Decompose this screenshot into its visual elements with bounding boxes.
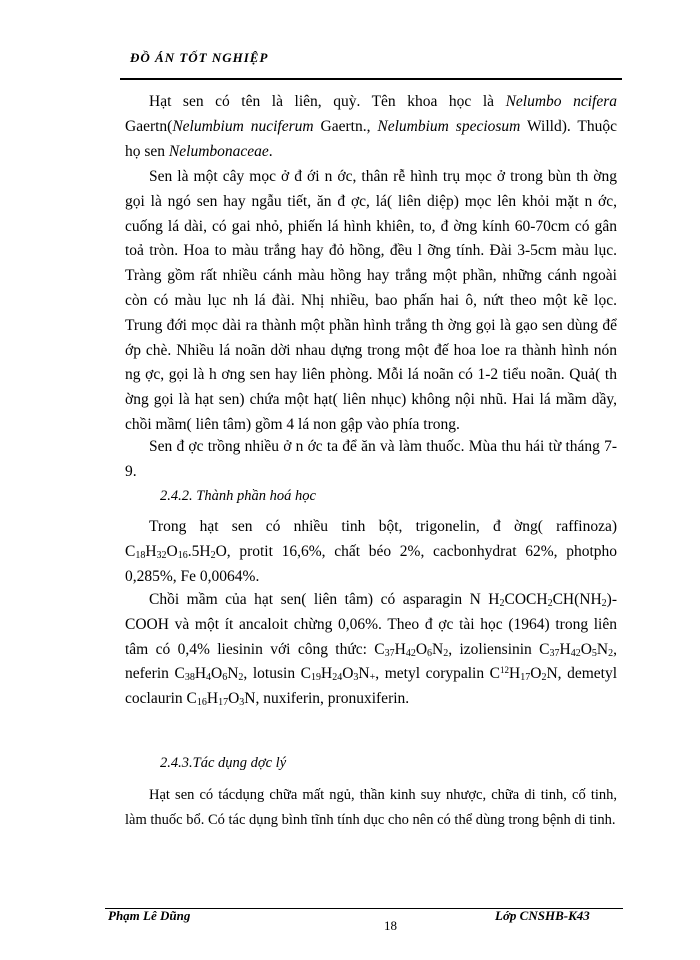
footer-class: Lớp CNSHB-K43 <box>495 908 590 923</box>
header-title: ĐỒ ÁN TỐT NGHIỆP <box>130 50 269 65</box>
paragraph-composition-2: Chồi mầm của hạt sen( liên tâm) có asparagin N $H_2COCH_2CH(NH_2)$-COOH và một ít ancaloit chừng 0,06%. Theo đ ợc tài học (1964) trong liên tâm có 0,4% liesinin với công thức: $C_{37}H_{42}O_6N_2$, izoliensinin $C_{37}H_{42}O_5N_2$, neferin $C_{38}H_4O_6N_2$, lotusin $C_{19}H_{24}O_3N_+$, metyl corypalin $C^{12}H_{17}O_2N$, demetyl coclaurin $C_{16}H_{17}O_3N$, nuxiferin, pronuxiferin. <box>125 591 618 709</box>
footer-author: Phạm Lê Dũng <box>108 908 191 923</box>
paragraph-composition-1: Trong hạt sen có nhiều tinh bột, trigonelin, đ ờng( raffinoza) $C_{18}H_{32}O_{16}.5H_2O$, protit 16,6%, chất béo 2%, cacbonhydrat 62%, photpho 0,285%, Fe 0,0064%. <box>125 518 617 585</box>
paragraph-description: Sen là một cây mọc ở đ ới n ớc, thân rễ hình trụ mọc ở trong bùn th ờng gọi là ngó sen hay ngẫu tiết, ăn đ ợc, lá( liên diệp) mọc lên khỏi mặt n ớc, cuống lá dài, có gai nhỏ, phiến lá hình khiên, to, đ ờng kính 60-70cm có gân toả tròn. Hoa to màu trắng hay đỏ hồng, đều l ỡng tính. Đài 3-5cm màu lục. Tràng gồm rất nhiều cánh màu hồng hay trắng một phần, những cánh ngoài còn có màu lục nh lá đài. Nhị nhiều, bao phấn hai ô, nứt theo một kẽ lọc. Trung đới mọc dài ra thành một phần hình trắng th ờng gọi là gạo sen dùng để ớp chè. Nhiều lá noãn dời nhau dựng trong một đế hoa loe ra thành hình nón ng ợc, gọi là h ơng sen hay liên phòng. Mỗi lá noãn có 1-2 tiểu noãn. Quả( th ờng gọi là hạt sen) chứa một hạt( liên nhục) không nội nhũ. Hai lá mầm dầy, chồi mầm( liên tâm) gồm 4 lá non gập vào phía trong. <box>125 168 617 433</box>
section-heading-composition: 2.4.2. Thành phần hoá học <box>160 488 316 504</box>
paragraph-pharmacology: Hạt sen có tácdụng chữa mất ngủ, thần kinh suy nhược, chữa di tinh, cố tinh, làm thuốc bổ. Có tác dụng bình tĩnh tính dục cho nên có thể dùng trong bệnh di tinh. <box>125 787 617 828</box>
page-number: 18 <box>384 918 397 933</box>
section-heading-pharmacology: 2.4.3.Tác dụng dợc lý <box>160 755 287 771</box>
paragraph-intro: Hạt sen có tên là liên, quỳ. Tên khoa học là Nelumbo ncifera Gaertn(Nelumbium nuciferum Gaertn., Nelumbium speciosum Willd). Thuộc họ sen Nelumbonaceae. <box>125 93 617 160</box>
header-rule <box>120 78 622 80</box>
paragraph-cultivation: Sen đ ợc trồng nhiều ở n ớc ta để ăn và làm thuốc. Mùa thu hái từ tháng 7-9. <box>125 438 617 480</box>
